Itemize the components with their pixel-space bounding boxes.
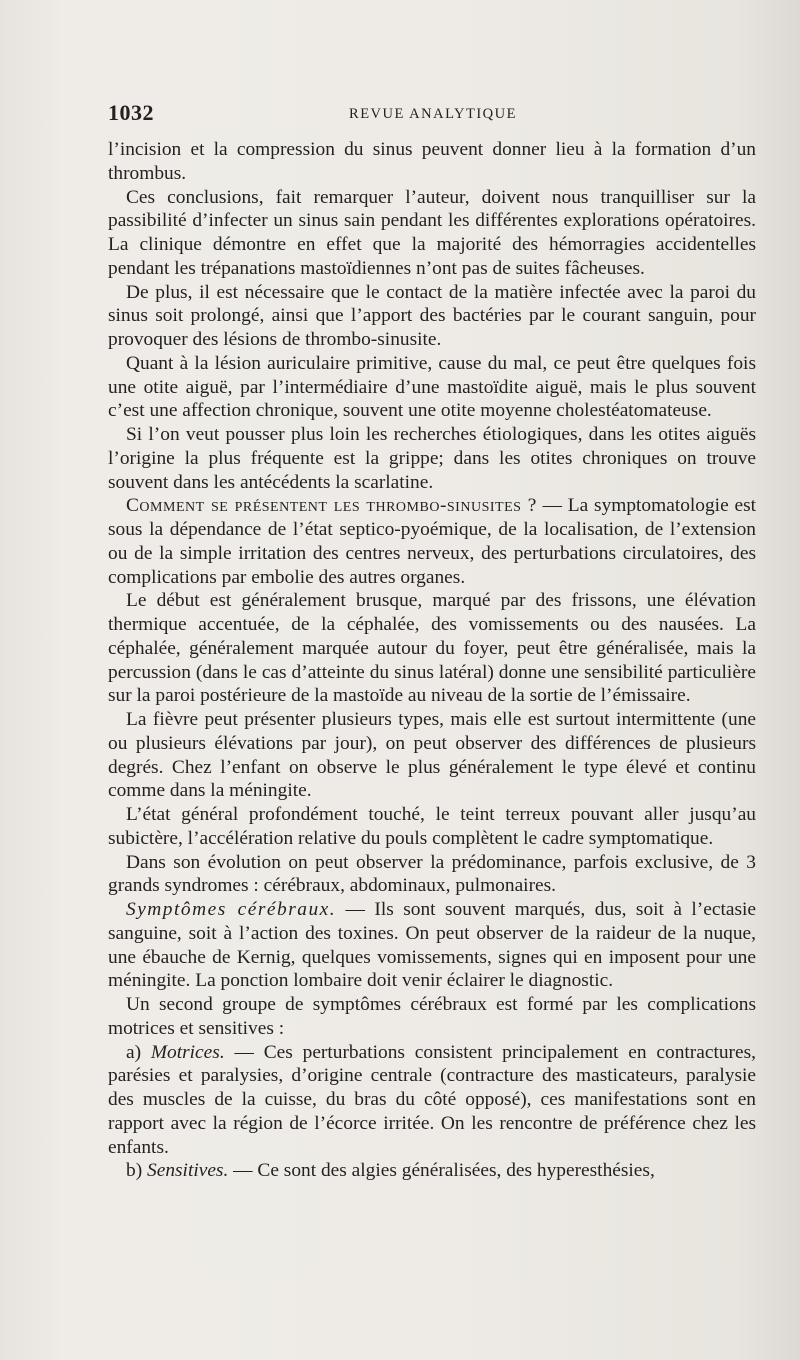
paragraph-text: — Ils sont souvent marqués, dus, soit à l’ectasie sanguine, soit à l’action des toxines. On peut observer de la raideur de la nuque, une ébauche de Kernig, quelques vomissements, signes qui en imposent pour une méningite. La ponction lombaire doit venir éclairer le diagnostic. — [108, 899, 756, 992]
paragraph: Si l’on veut pousser plus loin les recherches étiologiques, dans les otites aiguës l’origine la plus fréquente est la grippe; dans les otites chroniques on trouve souvent dans les antécédents la scarlatine. — [108, 424, 756, 493]
paragraph-text: — La symptomatologie est sous la dépendance de l’état septico-pyoémique, de la localisation, de l’extension ou de la simple irritation des centres nerveux, des perturbations circulatoires, des complications par embolie des autres organes. — [108, 495, 757, 588]
paragraph: Un second groupe de symptômes cérébraux est formé par les complications motrices et sensitives : — [108, 994, 756, 1039]
subsection-heading: Symptômes cérébraux. — [126, 899, 337, 920]
paragraph: La fièvre peut présenter plusieurs types, mais elle est surtout intermittente (une ou plusieurs élévations par jour), on peut observer des différences de plusieurs degrés. Chez l’enfant on observe le plus généralement le type élevé et continu comme dans la méningite. — [108, 709, 756, 802]
paragraph: Dans son évolution on peut observer la prédominance, parfois exclusive, de 3 grands syndromes : cérébraux, abdominaux, pulmonaires. — [108, 851, 756, 897]
paragraph: L’état général profondément touché, le teint terreux pouvant aller jusqu’au subictère, l’accélération relative du pouls complètent le cadre symptomatique. — [108, 804, 756, 849]
section-heading: Comment se présentent les thrombo-sinusites ? — [126, 495, 537, 517]
page-number: 1032 — [108, 100, 154, 125]
page-header — [108, 100, 758, 126]
paragraph — [108, 1041, 756, 1160]
paragraph: Ces conclusions, fait remarquer l’auteur, doivent nous tranquilliser sur la passibilité d’infecter un sinus sain pendant les différentes explorations opératoires. La clinique démontre en effet que la majorité des hémorragies accidentelles pendant les trépanations mastoïdiennes n’ont pas de suites fâcheuses. — [108, 186, 756, 279]
body-text — [108, 138, 756, 1183]
paragraph: Quant à la lésion auriculaire primitive, cause du mal, ce peut être quelques fois une otite aiguë, par l’intermédiaire d’une mastoïdite aiguë, mais le plus souvent c’est une affection chronique, souvent une otite moyenne cholestéatomateuse. — [108, 352, 756, 422]
paragraph — [108, 1159, 756, 1183]
paragraph-text: — Ce sont des algies généralisées, des hyperesthésies, — [228, 1160, 655, 1182]
list-label: a) — [126, 1041, 151, 1063]
subsection-heading: Motrices. — [150, 1041, 225, 1063]
running-title: REVUE ANALYTIQUE — [349, 106, 517, 122]
paragraph: Le début est généralement brusque, marqué par des frissons, une élévation thermique accentuée, de la céphalée, des vomissements ou des nausées. La céphalée, généralement marquée autour du foyer, peut être généralisée, mais la percussion (dans le cas d’atteinte du sinus latéral) donne une sensibilité particulière sur la paroi postérieure de la mastoïde au niveau de la sortie de l’émissaire. — [108, 590, 756, 707]
paragraph-text: — Ces perturbations consistent principalement en contractures, parésies et paralysies, d’origine centrale (contracture des masticateurs, paralysie des muscles de la cuisse, du bras du côté opposé), ces manifestations sont en rapport avec la région de l’écorce irritée. On les rencontre de préférence chez les enfants. — [108, 1041, 756, 1158]
subsection-heading: Sensitives. — [147, 1160, 229, 1182]
paragraph: l’incision et la compression du sinus peuvent donner lieu à la formation d’un thrombus. — [108, 139, 756, 184]
paragraph — [108, 898, 756, 993]
paragraph: De plus, il est nécessaire que le contact de la matière infectée avec la paroi du sinus soit prolongé, ainsi que l’apport des bactéries par le courant sanguin, pour provoquer des lésions de thrombo-sinusite. — [108, 281, 756, 350]
paragraph — [108, 494, 756, 589]
list-label: b) — [126, 1160, 148, 1182]
